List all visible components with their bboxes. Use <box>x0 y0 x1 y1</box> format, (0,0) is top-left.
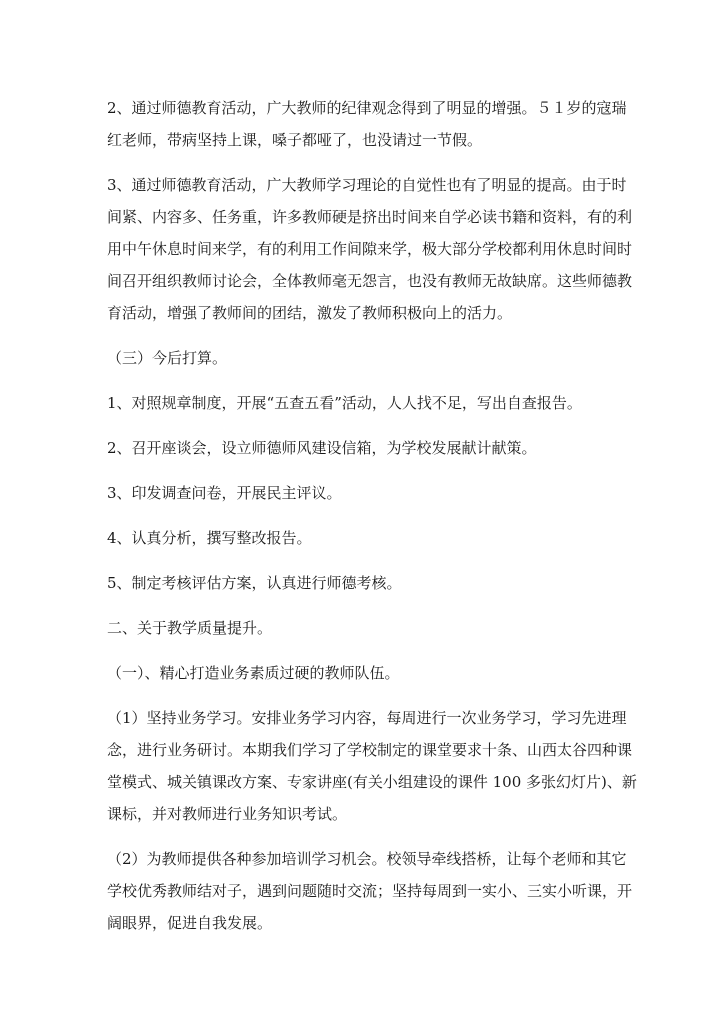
list-item-plan-2 <box>107 432 615 464</box>
text-line: 阔眼界，促进自我发展。 <box>107 914 273 932</box>
text-line: 2、召开座谈会，设立师德师风建设信箱，为学校发展献计献策。 <box>107 439 537 457</box>
subsection-heading-teacher-team <box>107 657 615 689</box>
text-line: 5、制定考核评估方案，认真进行师德考核。 <box>107 574 402 592</box>
list-item-plan-5 <box>107 567 615 599</box>
text-line: 用中午休息时间来学，有的利用工作间隙来学，极大部分学校都利用休息时间时 <box>107 240 633 258</box>
list-item-plan-4 <box>107 522 615 554</box>
text-line: （2）为教师提供各种参加培训学习机会。校领导牵线搭桥，让每个老师和其它 <box>107 850 627 868</box>
text-line: 3、印发调查问卷，开展民主评议。 <box>107 484 342 502</box>
text-line: 课标，并对教师进行业务知识考试。 <box>107 805 348 823</box>
paragraph-training-opportunities <box>107 843 633 939</box>
paragraph-business-study <box>107 702 637 830</box>
text-line: 间召开组织教师讨论会，全体教师毫无怨言，也没有教师无故缺席。这些师德教 <box>107 272 633 290</box>
text-line: 4、认真分析，撰写整改报告。 <box>107 529 312 547</box>
text-line: （三）今后打算。 <box>107 349 228 367</box>
section-heading-teaching-quality <box>107 612 615 644</box>
text-line: 二、关于教学质量提升。 <box>107 619 273 637</box>
paragraph-discipline <box>107 92 627 156</box>
document-body <box>107 92 637 952</box>
text-line: 育活动，增强了教师间的团结，激发了教师积极向上的活力。 <box>107 304 513 322</box>
text-line: （1）坚持业务学习。安排业务学习内容，每周进行一次业务学习，学习先进理 <box>107 709 627 727</box>
section-heading-future-plans <box>107 342 615 374</box>
text-line: 3、通过师德教育活动，广大教师学习理论的自觉性也有了明显的提高。由于时 <box>107 176 627 194</box>
list-item-plan-3 <box>107 477 615 509</box>
text-line: 间紧、内容多、任务重，许多教师硬是挤出时间来自学必读书籍和资料，有的利 <box>107 208 633 226</box>
text-line: 堂模式、城关镇课改方案、专家讲座(有关小组建设的课件 100 多张幻灯片)、新 <box>107 773 637 791</box>
text-line: 念，进行业务研讨。本期我们学习了学校制定的课堂要求十条、山西太谷四种课 <box>107 741 633 759</box>
text-line: 红老师，带病坚持上课，嗓子都哑了，也没请过一节假。 <box>107 131 483 149</box>
paragraph-study-consciousness <box>107 169 633 329</box>
text-line: 2、通过师德教育活动，广大教师的纪律观念得到了明显的增强。５１岁的寇瑞 <box>107 99 627 117</box>
text-line: 1、对照规章制度，开展“五查五看”活动，人人找不足，写出自查报告。 <box>107 394 582 412</box>
text-line: 学校优秀教师结对子，遇到问题随时交流；坚持每周到一实小、三实小听课，开 <box>107 882 633 900</box>
text-line: （一）、精心打造业务素质过硬的教师队伍。 <box>107 664 400 682</box>
list-item-plan-1 <box>107 387 615 419</box>
